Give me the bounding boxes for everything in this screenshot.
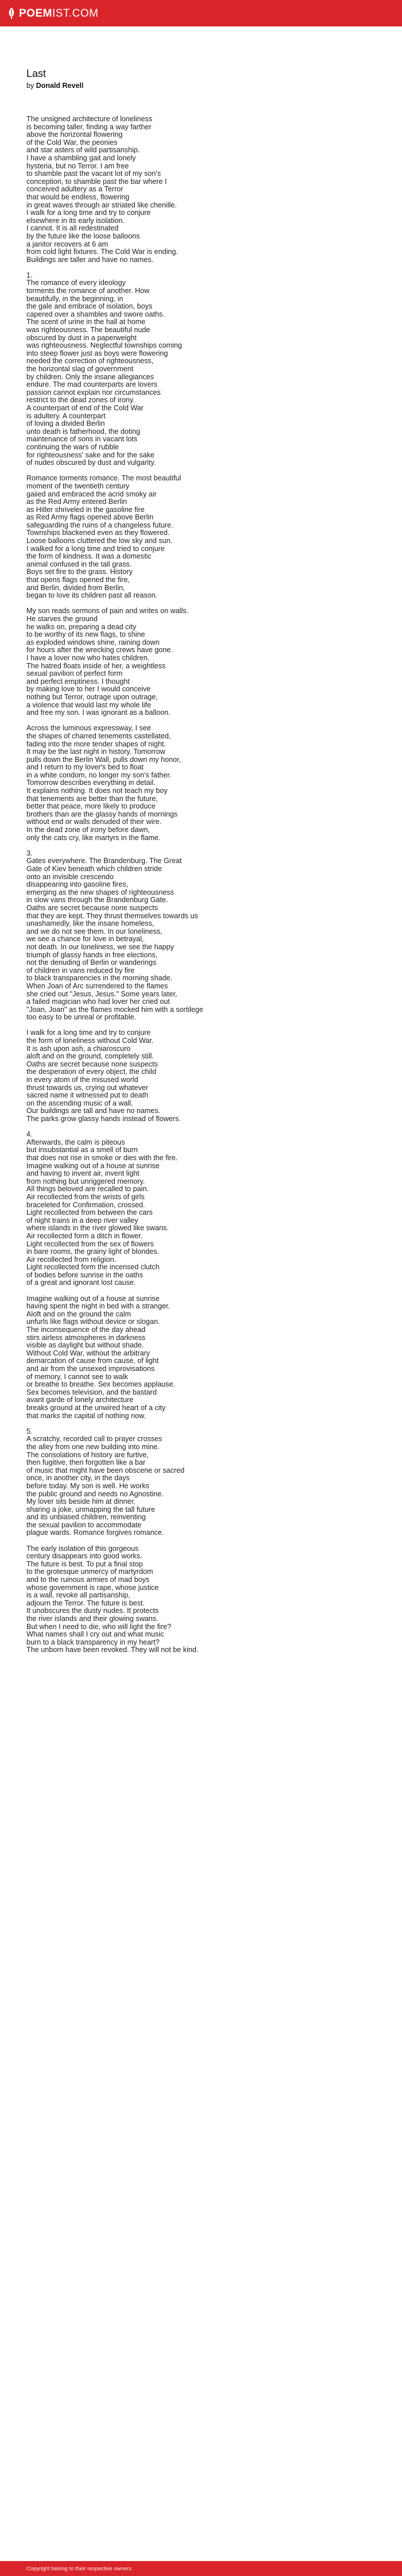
poem-line: onto an invisible crescendo [26, 872, 114, 881]
poem-line: the alley from one new building into mine. [26, 1442, 160, 1451]
poem-line: Light recollected from between the cars [26, 1208, 153, 1217]
poem-line: sacred name it witnessed put to death [26, 1091, 149, 1100]
copyright-notice: Copyright belong to their respective owners. [26, 2565, 133, 2572]
poem-line: It may be the last night in history. Tomorrow [26, 748, 165, 756]
poem-line: is becoming taller, finding a way farther [26, 122, 152, 131]
site-footer [0, 2561, 402, 2576]
poem-line: pulls down the Berlin Wall, pulls down my honor, [26, 755, 181, 764]
poem-line: When Joan of Arc surrendered to the flames [26, 981, 168, 990]
poem-line: of music that might have been obscene or sacred [26, 1466, 185, 1474]
poem-line: to be worthy of its new flags, to shine [26, 630, 145, 639]
poem-line: of a great and ignorant lost cause. [26, 1279, 136, 1287]
poem-line: a violence that would last my whole life [26, 700, 152, 709]
poem-line: of night trains in a deep river valley [26, 1216, 138, 1225]
stanza [26, 725, 371, 842]
poem-line: braceleted for Confirmation, crossed. [26, 1200, 145, 1209]
poem-line: gaiied and embraced the acrid smoky air [26, 490, 157, 498]
poem-line: to shamble past the vacant lot of my son's [26, 170, 161, 178]
poem-line: brothers than are the glassy hands of mornings [26, 810, 178, 818]
poem-line: maintenance of sons in vacant lots [26, 435, 138, 444]
poem-line: that they are kept. They thrust themselves towards us [26, 911, 198, 920]
poem-line: Buildings are taller and have no names. [26, 255, 154, 264]
poem-line: of nudes obscured by dust and vulgarity. [26, 459, 156, 467]
site-header [0, 0, 402, 26]
poem-line: as the Red Army entered Berlin [26, 498, 127, 506]
poem-line: better that peace, more likely to produce [26, 802, 156, 811]
poem-line: capered over a shambles and swore oaths. [26, 310, 165, 318]
poem-line: into steep flower just as boys were flowering [26, 349, 168, 357]
poem-line: moment of the twentieth century [26, 482, 130, 490]
stanza [26, 1545, 371, 1654]
poem-line: Loose balloons cluttered the low sky and sun. [26, 537, 173, 545]
poem-line: a failed magician who had lover her cried out [26, 998, 170, 1006]
poem-line: A counterpart of end of the Cold War [26, 403, 144, 412]
poem-line: It unobscures the dusty nudes. It protects [26, 1607, 159, 1615]
poem-line: the form of kindness. It was a domestic [26, 552, 152, 561]
poem-line: the desperation of every object, the child [26, 1068, 157, 1076]
poem-line: Oaths are secret because none suspects [26, 1060, 158, 1068]
poem-line: that does not rise in smoke or dies with the fire. [26, 1153, 178, 1162]
poem-line: as Hitler shriveled in the gasoline fire [26, 505, 145, 514]
poem-line: Imagine walking out of a house at sunrise [26, 1294, 160, 1303]
poem-line: and I return to my lover's bed to float [26, 763, 144, 772]
poem-line: Light recollected from the sex of flowers [26, 1239, 154, 1248]
poem-line: or breathe to breathe. Sex becomes applause. [26, 1380, 176, 1389]
poem-line: to the grotesque unmercy of martyrdom [26, 1568, 153, 1576]
stanza [26, 1428, 371, 1537]
poem-line: emerging as the new shapes of righteousness [26, 888, 174, 896]
poem-line: The scent of urine in the hall at home [26, 318, 146, 326]
poem-line: restrict to the dead zones of irony. [26, 396, 135, 405]
poem-line: continuing the wars of rubble [26, 442, 119, 451]
poem-line: avant garde of lonely architecture [26, 1396, 134, 1404]
poem-line: safeguarding the ruins of a changeless future. [26, 521, 173, 529]
poem-line: My son reads sermons of pain and writes on walls. [26, 607, 189, 615]
poem-line: needed the correction of righteousness, [26, 357, 154, 365]
poem-line: too easy to be unreal or profitable. [26, 1013, 137, 1022]
poem-line: My lover sits beside him at dinner, [26, 1497, 136, 1506]
poem-line: torments the romance of another. How [26, 287, 150, 295]
site-logo-link[interactable] [7, 7, 99, 20]
poem-line: is a wall, revoke all partisanship, [26, 1591, 130, 1600]
poem-line: Imagine walking out of a house at sunrise [26, 1161, 160, 1170]
poem-line: I have a lover now who hates children. [26, 653, 150, 662]
poem-line: whose government is rape, whose justice [26, 1583, 159, 1592]
poem-line: 5. [26, 1427, 33, 1435]
poem-line: of the Cold War, the peonies [26, 138, 118, 147]
poem-line: Townships blackened even as they flowered. [26, 529, 170, 537]
poem-line: began to love its children past all reason. [26, 591, 158, 600]
poem-line: in every atom of the misused world [26, 1076, 138, 1084]
poem-line: Tomorrow describes everything in detail. [26, 779, 156, 787]
poem-line: and star asters of wild partisanship. [26, 146, 140, 155]
poem-line: The unsigned architecture of loneliness [26, 115, 153, 123]
site-logo-text: POEMIST.COM [19, 7, 99, 20]
poem-line: the form of loneliness without Cold War. [26, 1037, 154, 1045]
poem-line: the sexual pavilion to accommodate [26, 1520, 142, 1529]
poem-line: But when I need to die, who will light the fire? [26, 1622, 172, 1631]
poem-line: Romance torments romance. The most beautiful [26, 474, 181, 483]
poem-line: breaks ground at the unwired heart of a city [26, 1403, 166, 1412]
poem-line: What names shall I cry out and what music [26, 1630, 164, 1639]
poem-line: I walk for a long time and try to conjure [26, 1029, 151, 1037]
poem-line: 1. [26, 271, 33, 279]
poem-line: The hatred floats inside of her, a weightless [26, 661, 166, 670]
poem-line: and perfect emptiness. I thought [26, 677, 130, 686]
poem-line: conception, to shamble past the bar where I [26, 177, 167, 186]
poem-title: Last [26, 68, 47, 79]
poem-line: disappearing into gasoline fires, [26, 880, 129, 889]
stanza [26, 850, 371, 1022]
poem-line: triumph of glassy hands in free elections, [26, 950, 158, 959]
poem-line: that opens flags opened the fire, [26, 576, 130, 584]
poem-line: Boys set fire to the grass. History [26, 568, 133, 576]
poem-body [26, 115, 371, 1654]
poem-line: the shapes of charred tenements castellated, [26, 731, 171, 740]
poem-line: endure. The mad counterparts are lovers [26, 380, 157, 389]
poem-line: The parks grow glassy hands instead of flowers. [26, 1115, 181, 1123]
poem-line: fading into the more tender shapes of night. [26, 740, 166, 748]
byline-prefix: by [26, 82, 34, 90]
poem-line: without end or walls denuded of their wire. [26, 818, 162, 826]
poem-line: by making love to her I would conceive [26, 685, 151, 694]
poem-line: was righteousness. Neglectful townships coming [26, 341, 182, 350]
poem-line: Gates everywhere. The Brandenburg. The Great [26, 857, 182, 865]
poem-line: sexual pavilion of perfect form [26, 669, 123, 678]
poem-line: from nothing but unriggered memory. [26, 1177, 145, 1185]
poem-line: is adultery. A counterpart [26, 411, 106, 420]
poem-line: A scratchy, recorded call to prayer crosses [26, 1435, 163, 1443]
poem-line: before today. My son is well. He works [26, 1481, 149, 1490]
poem-line: thrust towards us, crying out whatever [26, 1083, 149, 1092]
poem-line: burn to a black transparency in my heart? [26, 1638, 160, 1646]
poem-line: The consolations of history are furtive, [26, 1450, 149, 1459]
poem-line: where islands in the river glowed like swans. [26, 1224, 169, 1233]
poem-line: of loving a divided Berlin [26, 419, 105, 428]
poem-line: she cried out "Jesus, Jesus." Some years later, [26, 989, 177, 998]
poem-line: and free my son. I was ignorant as a balloon. [26, 709, 171, 717]
poem-line: Oaths are secret because none suspects [26, 903, 158, 912]
poem-line: above the horizontal flowering [26, 130, 123, 139]
poem-line: then fugitive, then forgotten like a bar [26, 1458, 146, 1467]
poem-line: and we do not see them. In our loneliness, [26, 927, 163, 935]
poem-line: 4. [26, 1130, 33, 1139]
poem-line: beautifully, in the beginning, in [26, 294, 123, 303]
poem-line: not the denuding of Berlin or wanderings [26, 958, 157, 967]
poem-line: he walks on, preparing a dead city [26, 622, 137, 631]
poem-line: was righteousness. The beautiful nude [26, 326, 150, 334]
poem-line: the horizontal slag of government [26, 365, 134, 373]
poem-line: aloft and on the ground, completely still. [26, 1052, 154, 1061]
poem-line: on the ascending music of a wall. [26, 1099, 133, 1107]
poem-line: as Red Army flags opened above Berlin [26, 513, 154, 522]
poem-line: by children. Only the insane allegiances [26, 372, 154, 381]
poem-line: Aloft and on the ground the calm [26, 1310, 132, 1318]
poem-line: unashamedly, like the insane homeless, [26, 919, 154, 928]
poem-line: Air recollected from religion. [26, 1255, 117, 1264]
poem-line: stirs airless atmospheres in darkness [26, 1333, 146, 1342]
poem-line: of children in vans reduced by fire [26, 966, 135, 975]
poem-line: unfurls like flags without device or slogan. [26, 1318, 160, 1326]
poem-line: obscured by dust in a paperweight [26, 333, 137, 342]
poem-line: that tenements are better than the future, [26, 794, 158, 803]
poem-line: that would be endless, flowering [26, 192, 130, 201]
stanza [26, 272, 371, 467]
poem-line: The early isolation of this gorgeous [26, 1544, 139, 1553]
poem-line: It explains nothing. It does not teach my boy [26, 787, 168, 795]
quill-icon [7, 7, 16, 20]
poem-line: The unborn have been revoked. They will not be kind. [26, 1646, 199, 1654]
poem-line: I have a shambling gait and lonely [26, 153, 136, 162]
poem-line: I walk for a long time and try to conjure [26, 209, 151, 217]
poem-line: by the future like the loose balloons [26, 232, 140, 240]
poem-line: in slow vans through the Brandenburg Gate. [26, 896, 168, 904]
poem-line: in bare rooms, the grainy light of blondes. [26, 1247, 160, 1256]
poem-line: Across the luminous expressway, I see [26, 724, 151, 733]
poem-line: nothing but Terror, outrage upon outrage, [26, 692, 158, 701]
poem-line: Air recollected from the wrists of girls [26, 1192, 145, 1201]
poem-line: of bodies before sunrise in the oaths [26, 1270, 144, 1279]
byline [26, 81, 371, 90]
poem-line: for righteousness' sake and for the sake [26, 450, 154, 459]
poem-line: sharing a joke, unmapping the tall future [26, 1505, 156, 1514]
poem-line: visible as daylight but without shade. [26, 1341, 144, 1350]
poem-line: passion cannot explain nor circumstances [26, 388, 161, 396]
poem-line: only the cats cry, like martyrs in the flame. [26, 833, 161, 842]
poem-line: Gate of Kiev beneath which children stride [26, 865, 162, 873]
poem-line: but insubstantial as a smell of burn [26, 1146, 138, 1154]
poem-line: Afterwards, the calm is piteous [26, 1138, 125, 1146]
stanza [26, 475, 371, 600]
author-link[interactable]: Donald Revell [36, 82, 84, 90]
poem-line: a janitor recovers at 6 am [26, 240, 109, 248]
poem-line: elsewhere in its early isolation. [26, 216, 125, 225]
poem-line: Our buildings are tall and have no names. [26, 1107, 161, 1115]
poem-line: and air from the unsexed improvisations [26, 1365, 155, 1373]
poem-line: demarcation of cause from cause, of light [26, 1357, 159, 1365]
stanza [26, 115, 371, 264]
stanza [26, 1131, 371, 1287]
poem-line: in a white condom, no longer my son's father. [26, 771, 172, 779]
poem-line: All things beloved are recalled to pain. [26, 1185, 149, 1193]
poem-line: conceived adultery as a Terror [26, 185, 123, 194]
poem-line: It is ash upon ash, a chiaroscuro [26, 1044, 131, 1053]
poem-line: we see a chance for love in betrayal, [26, 935, 144, 944]
poem-line: I cannot. It is all redestinated [26, 224, 119, 233]
poem-line: He starves the ground [26, 615, 98, 623]
poem-article [26, 68, 371, 1662]
poem-line: the river islands and their glowing swans. [26, 1615, 159, 1623]
poem-line: of memory, I cannot see to walk [26, 1372, 128, 1381]
poem-line: to black transparencies in the morning shade. [26, 974, 173, 983]
poem-line: 3. [26, 849, 33, 857]
poem-line: plague wards. Romance forgives romance. [26, 1528, 164, 1537]
poem-line: for hours after the wrecking crews have gone. [26, 646, 173, 654]
poem-line: Light recollected form the incensed clutch [26, 1263, 160, 1272]
poem-line: I walked for a long time and tried to conjure [26, 544, 165, 553]
poem-line: century disappears into good works. [26, 1552, 142, 1561]
poem-line: and to the ruinous armies of mad boys [26, 1576, 150, 1584]
poem-line: The inconsequence of the day ahead [26, 1326, 146, 1334]
poem-line: hysteria, but no Terror. I am free [26, 161, 129, 170]
poem-line: the gale and embrace of isolation, boys [26, 302, 153, 311]
poem-line: unto death is fatherhood, the doting [26, 427, 141, 436]
poem-line: In the dead zone of irony before dawn, [26, 826, 150, 834]
stanza [26, 1295, 371, 1420]
poem-line: and its unbiased children, reinventing [26, 1513, 146, 1522]
poem-line: that marks the capital of nothing now. [26, 1411, 146, 1420]
poem-line: The romance of every ideology [26, 279, 126, 287]
poem-line: the public ground and needs no Agnostine. [26, 1489, 164, 1498]
poem-line: and having to invent air, invent light [26, 1169, 140, 1178]
poem-line: adjourn the Terror. The future is best. [26, 1599, 145, 1607]
poem-line: Air recollected form a ditch in flower. [26, 1231, 143, 1240]
stanza [26, 1029, 371, 1123]
poem-line: The future is best. To put a final stop [26, 1560, 143, 1568]
poem-line: animal confused in the tall grass. [26, 560, 132, 568]
poem-line: Without Cold War, without the arbitrary [26, 1349, 150, 1357]
poem-line: in great waves through air striated like chenille. [26, 201, 177, 209]
poem-line: as exploded windows shine, raining down [26, 638, 160, 646]
poem-line: once, in another city, in the days [26, 1474, 130, 1483]
poem-line: Sex becomes television, and the bastard [26, 1388, 157, 1396]
poem-line: having spent the night in bed with a stranger. [26, 1302, 170, 1311]
poem-line: from cold light fixtures. The Cold War is ending. [26, 248, 178, 256]
poem-line: not death. In our loneliness, we see the happy [26, 942, 174, 951]
poem-line: "Joan, Joan" as the flames mocked him with a sortilege [26, 1005, 203, 1014]
poem-line: and Berlin, divided from Berlin, [26, 583, 125, 592]
stanza [26, 607, 371, 717]
